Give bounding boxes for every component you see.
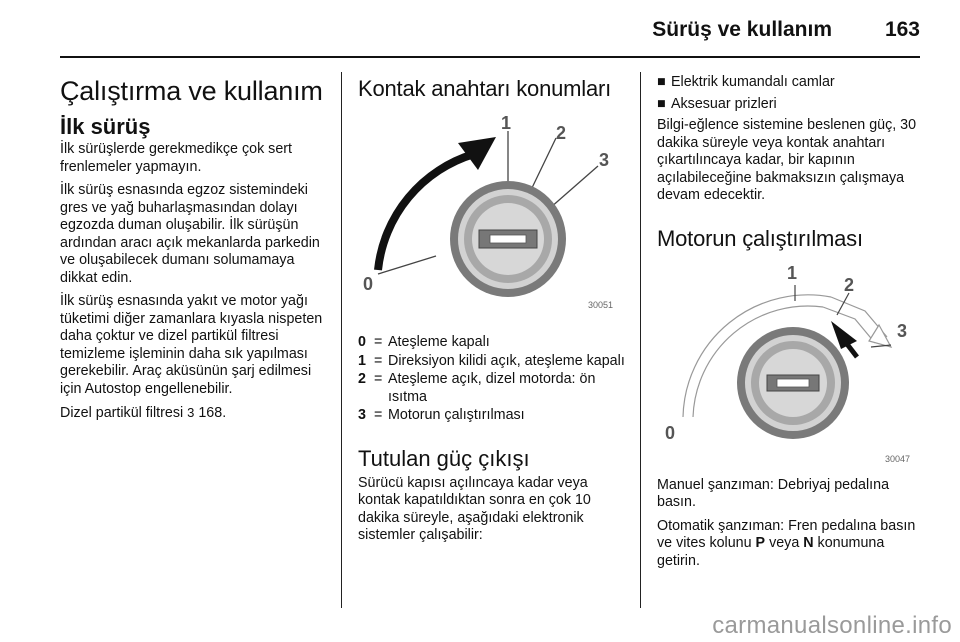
column-divider-right (640, 72, 641, 608)
section-heading: Kontak anahtarı konumları (358, 76, 612, 101)
gear-p: P (755, 535, 766, 551)
page-number: 163 (884, 18, 920, 41)
gear-n: N (803, 535, 814, 551)
positions-list (358, 334, 626, 425)
figure-code: 30047 (885, 453, 911, 464)
running-header-title: Sürüş ve kullanım (652, 18, 832, 41)
cross-reference-text: Dizel partikül filtresi (60, 405, 184, 421)
figure-label-1: 1 (501, 113, 512, 133)
paragraph-manual: Manuel şanzıman: Debriyaj pedalına basın. (657, 476, 890, 510)
position-item: 0 = Ateşleme kapalı (358, 334, 490, 350)
column-1 (60, 74, 328, 429)
subsection-heading: İlk sürüş (60, 114, 151, 139)
column-2 (358, 74, 626, 551)
figure-label-0: 0 (363, 274, 374, 294)
cross-reference-page: 168. (198, 405, 227, 421)
ignition-positions-figure (358, 104, 626, 314)
column-3 (657, 74, 921, 576)
section-heading: Motorun çalıştırılması (657, 225, 863, 251)
engine-start-figure (657, 257, 921, 469)
paragraph-automatic: Otomatik şanzıman: Fren pedalına basın ve vites kolunu P veya N konumuna getirin. (657, 517, 916, 569)
figure-label-3: 3 (897, 320, 908, 341)
figure-label-3: 3 (599, 150, 610, 170)
position-item: 1 = Direksiyon kilidi açık, ateşleme kapalı (358, 352, 625, 369)
figure-label-2: 2 (844, 274, 855, 295)
page-arrow-icon: 3 (187, 405, 195, 420)
column-divider-left (341, 72, 342, 608)
paragraph: Sürücü kapısı açılıncaya kadar veya kontak kapatıldıktan sonra en çok 10 dakika süreyle, aşağıdaki elektronik sistemler çalışabilir: (358, 474, 591, 543)
figure-label-2: 2 (556, 123, 567, 143)
paragraph-3: İlk sürüş esnasında yakıt ve motor yağı tüketimi diğer zamanlara kıyasla nispeten daha çoktur ve dizel partikül filtresi temizleme işleminin daha sık yapılması gerekebilir. Araç aküsünün şarj edilmesi için Autostop engellenebilir. (60, 293, 323, 397)
figure-label-0: 0 (665, 422, 676, 443)
figure-code: 30051 (588, 300, 614, 310)
paragraph-2: İlk sürüş esnasında egzoz sistemindeki gres ve yağ buharlaşmasından dolayı egzozda duman oluşabilir. İlk sürüşün ardından aracı açık mekanlarda parkedin ve oluşabilecek dumanı solumamaya dikkat edin. (60, 182, 320, 286)
figure-label-1: 1 (787, 262, 798, 283)
position-item: 2 = Ateşleme açık, dizel motorda: ön ısıtma (358, 371, 596, 405)
header-rule (60, 56, 920, 58)
list-item: ■ Aksesuar prizleri (657, 95, 777, 112)
subsection-heading: Tutulan güç çıkışı (358, 445, 530, 471)
position-item: 3 = Motorun çalıştırılması (358, 407, 525, 423)
cross-reference[interactable] (60, 404, 328, 423)
paragraph: Bilgi-eğlence sistemine beslenen güç, 30 dakika süreyle veya kontak anahtarı çıkartılıncaya kadar, bir kapının açılabileceğine bakmaksızın çalışmaya devam edecektir. (657, 117, 917, 203)
section-heading: Çalıştırma ve kullanım (60, 76, 323, 106)
watermark: carmanualsonline.info (712, 612, 952, 639)
paragraph-1: İlk sürüşlerde gerekmedikçe çok sert frenlemeler yapmayın. (60, 141, 293, 175)
list-item: ■ Elektrik kumandalı camlar (657, 74, 835, 90)
